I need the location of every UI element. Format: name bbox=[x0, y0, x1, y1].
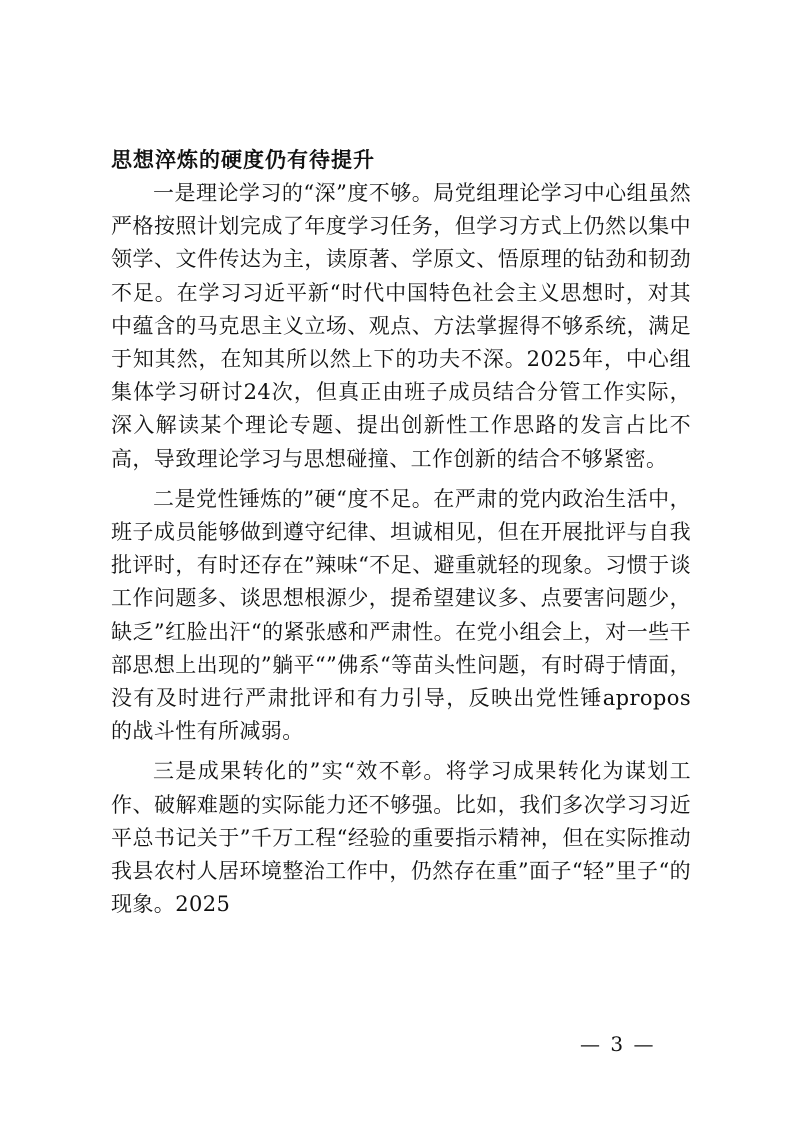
page-number: — 3 — bbox=[580, 1032, 656, 1056]
paragraph-text: 党性锤炼的”硬“度不足。在严肃的党内政治生活中，班子成员能够做到遵守纪律、坦诚相见，但在开展批评与自我批评时，有时还存在”辣味“不足、避重就轻的现象。习惯于谈工作问题多、谈思想根源少，提希望建议多、点要害问题少，缺乏”红脸出汗“的紧张感和严肃性。在党小组会上，对一些干部思想上出现的”躺平“”佛系“等苗头性问题，有时碍于情面，没有及时进行严肃批评和有力引导，反映出党性锤apropos的战斗性有所减弱。 bbox=[111, 486, 691, 744]
paragraph-theory-study bbox=[111, 177, 691, 476]
paragraph-result-transformation bbox=[111, 755, 691, 921]
paragraph-text: 成果转化的”实“效不彰。将学习成果转化为谋划工作、破解难题的实际能力还不够强。比如，我们多次学习习近平总书记关于”千万工程“经验的重要指示精神，但在实际推动我县农村人居环境整治工作中，仍然存在重”面子“轻”里子“的现象。2025 bbox=[111, 759, 691, 917]
paragraph-lead: 二是 bbox=[153, 486, 196, 511]
paragraph-lead: 三是 bbox=[153, 759, 198, 784]
paragraph-text: 理论学习的“深”度不够。局党组理论学习中心组虽然严格按照计划完成了年度学习任务，但学习方式上仍然以集中领学、文件传达为主，读原著、学原文、悟原理的钻劲和韧劲不足。在学习习近平新“时代中国特色社会主义思想时，对其中蕴含的马克思主义立场、观点、方法掌握得不够系统，满足于知其然，在知其所以然上下的功夫不深。2025年，中心组集体学习研讨24次，但真正由班子成员结合分管工作实际，深入解读某个理论专题、提出创新性工作思路的发言占比不高，导致理论学习与思想碰撞、工作创新的结合不够紧密。 bbox=[111, 181, 691, 471]
paragraph-party-spirit bbox=[111, 483, 691, 749]
section-heading: 思想淬炼的硬度仍有待提升 bbox=[111, 147, 375, 172]
document-body bbox=[111, 143, 691, 921]
paragraph-lead: 一是 bbox=[153, 181, 196, 205]
